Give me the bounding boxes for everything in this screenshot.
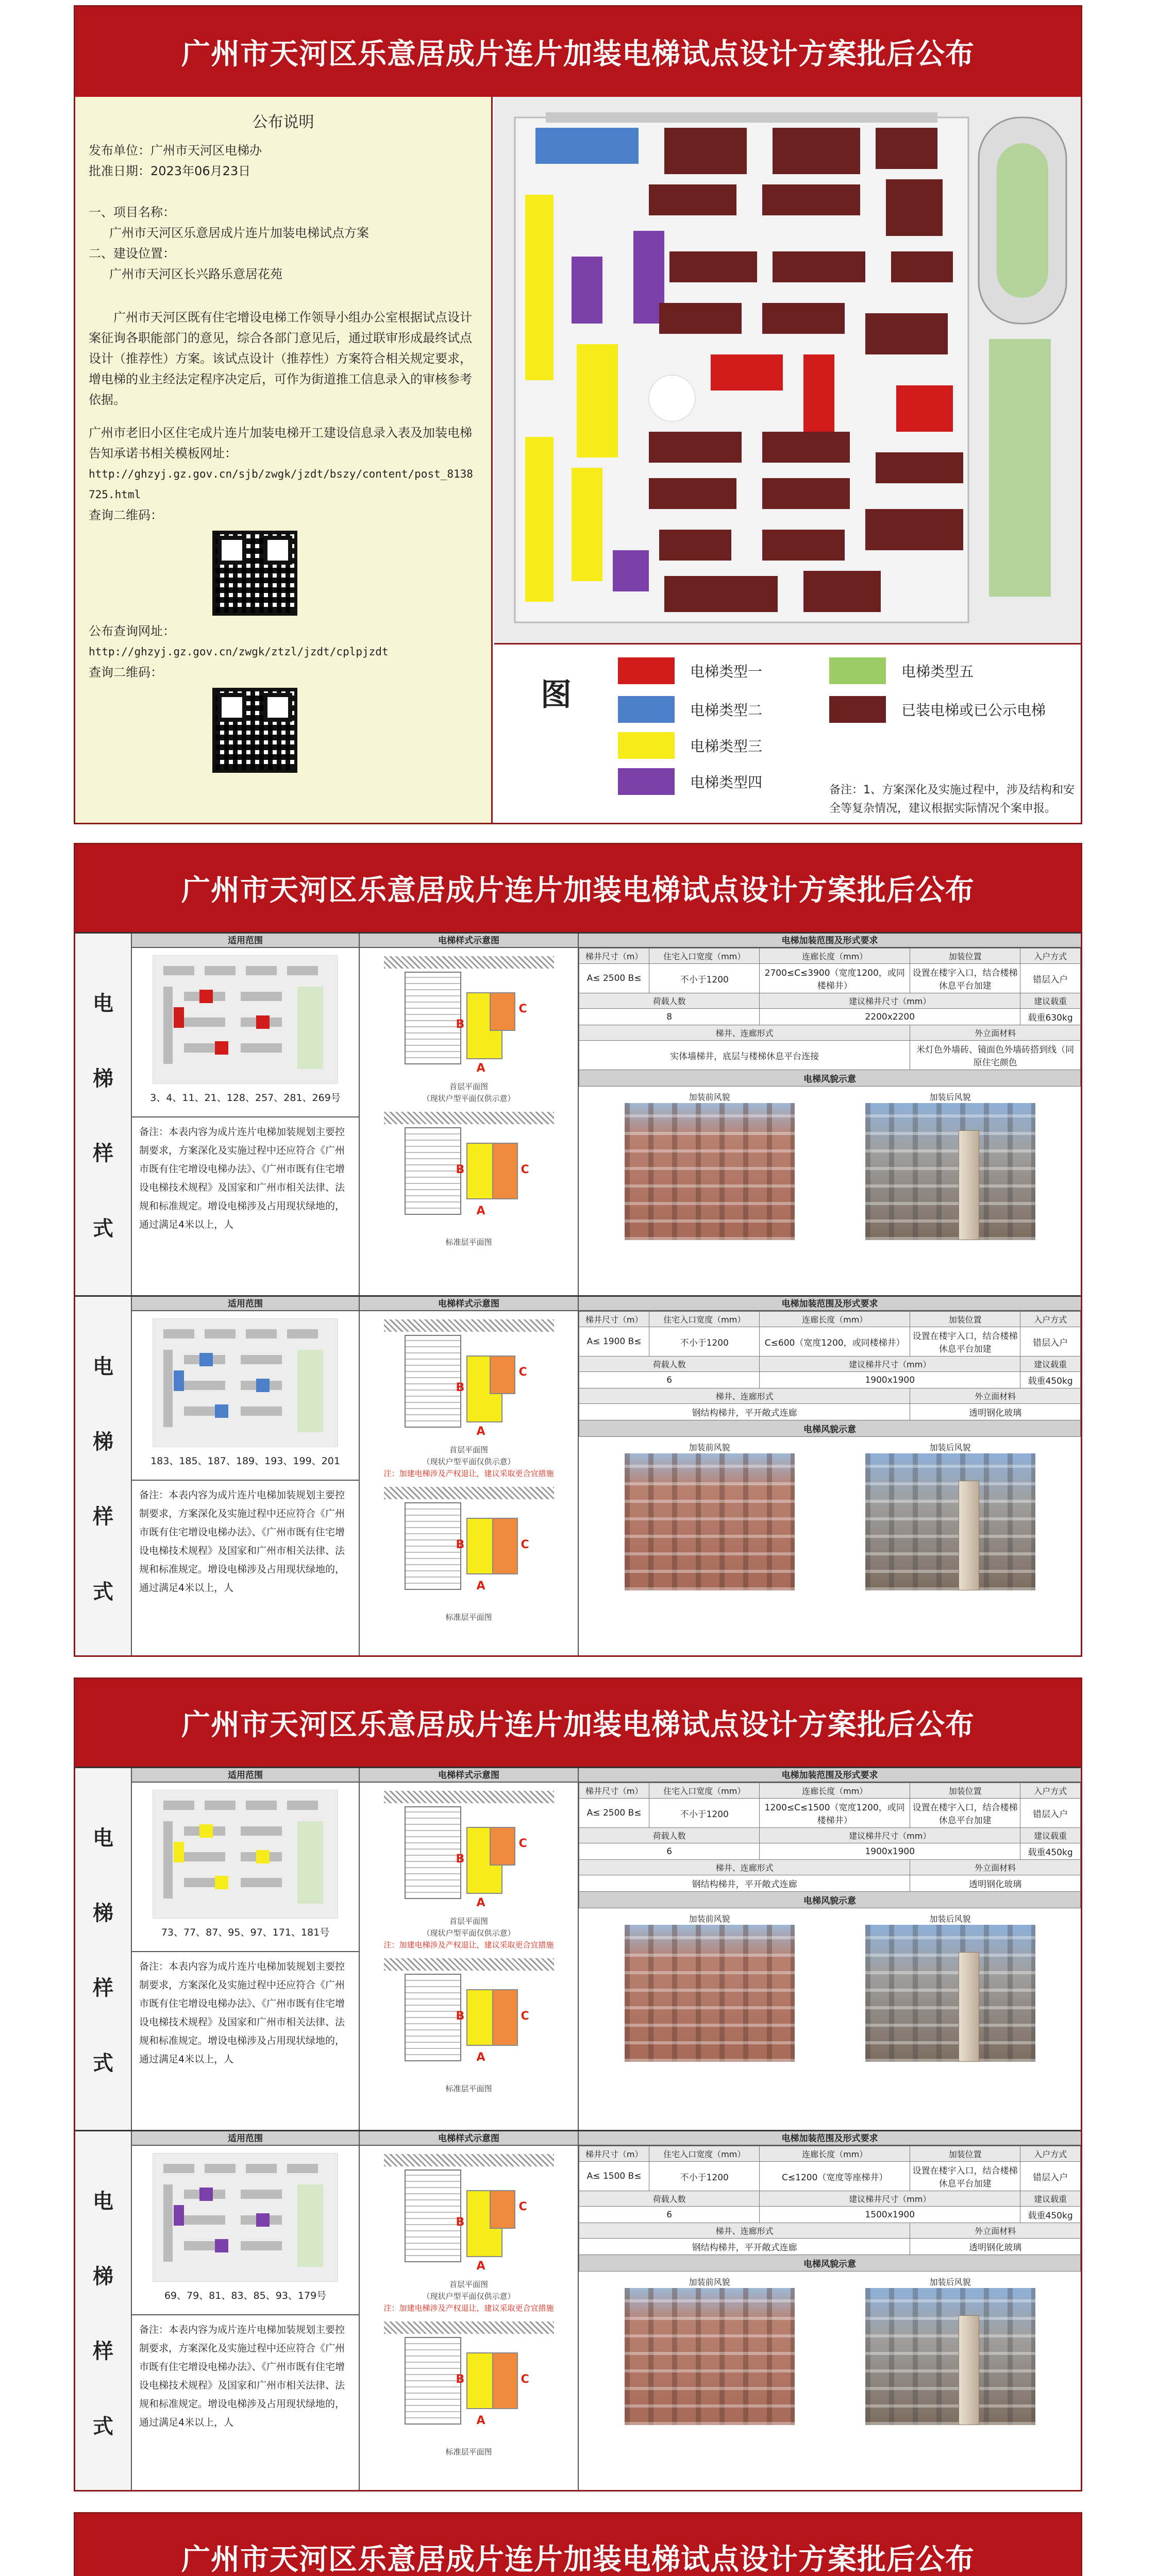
appearance-header: 电梯风貌示意 <box>579 1070 1081 1087</box>
site-plan-map <box>494 97 1081 643</box>
notice-panel <box>75 97 493 823</box>
diagram-header: 电梯样式示意图 <box>360 934 578 948</box>
floor-plan-diagram-2: C A B <box>384 2321 554 2445</box>
qr-label-1: 查询二维码： <box>89 508 163 522</box>
install-position: 设置在楼宇入口，结合楼梯休息平台加建 <box>910 964 1020 993</box>
scope-column <box>132 1768 360 2130</box>
notice-body: 广州市天河区既有住宅增设电梯工作领导小组办公室根据试点设计案征询各职能部门的意见，综合各部门意见后，通过联审形成最终试点设计（推荐性）方案。该试点设计（推荐性）方案符合相关规定要求，增电梯的业主经法定程序决定后，可作为街道推工信息录入的审核参考依据。 <box>89 310 472 407</box>
site-plan-drawing <box>494 97 1081 643</box>
scope-header: 适用范围 <box>132 934 359 948</box>
elevator-shaft-icon <box>959 1130 979 1240</box>
building-numbers: 3、4、11、21、128、257、281、269号 <box>150 1092 341 1104</box>
capacity: 6 <box>579 1843 760 1860</box>
item2-label: 二、建设位置： <box>89 246 175 261</box>
shaft-dimension: 1900x1900 <box>760 1372 1020 1388</box>
scope-column <box>132 2131 360 2492</box>
shaft-dimension: 1900x1900 <box>760 1843 1020 1860</box>
query-label: 公布查询网址： <box>89 624 175 638</box>
elevator-shaft-icon <box>959 1481 979 1590</box>
publisher: 发布单位：广州市天河区电梯办 <box>89 143 262 158</box>
corridor-icon <box>490 2190 515 2229</box>
spec-column <box>579 1768 1081 2130</box>
building-numbers: 73、77、87、95、97、171、181号 <box>161 1927 330 1938</box>
qr-code-icon <box>212 688 297 773</box>
qr-label-2: 查询二维码： <box>89 665 163 680</box>
floor-plan-diagram-1: C A B <box>384 1791 554 1914</box>
appearance-header: 电梯风貌示意 <box>579 1892 1081 1908</box>
diagram-caption-1: 首层平面图 <box>449 1917 488 1926</box>
diagram-header: 电梯样式示意图 <box>360 1297 578 1311</box>
install-position: 设置在楼宇入口，结合楼梯休息平台加建 <box>910 1327 1020 1357</box>
diagram-caption-2: 标准层平面图 <box>445 2447 492 2456</box>
floor-plan-diagram-2: C A B <box>384 1112 554 1235</box>
corridor-length: 2700≤C≤3900（宽度1200，或同楼梯井） <box>760 964 910 993</box>
scope-thumbnail <box>153 2153 338 2282</box>
scope-plan-drawing <box>153 2154 338 2282</box>
vertical-label: 电 梯 样 式 <box>75 2131 132 2492</box>
elevator-block-2 <box>75 1295 1081 1657</box>
diagram-caption-1: 首层平面图 <box>449 2280 488 2289</box>
spec-header: 电梯加装范围及形式要求 <box>579 1768 1081 1783</box>
shaft-form: 钢结构梯井，平开敞式连廊 <box>579 1875 910 1892</box>
corridor-length: 1200≤C≤1500（宽度1200，或同楼梯井） <box>760 1799 910 1828</box>
appearance-photos <box>579 1437 1081 1590</box>
vertical-label: 电 梯 样 式 <box>75 934 132 1295</box>
load: 载重450kg <box>1020 2207 1081 2223</box>
floor-plan-diagram-1: C A B <box>384 2154 554 2278</box>
spec-column <box>579 1297 1081 1657</box>
load: 载重630kg <box>1020 1009 1081 1025</box>
elevator-block-4 <box>75 2130 1081 2492</box>
scope-plan-drawing <box>153 1790 338 1919</box>
photo-after-caption: 加装后风貌 <box>865 1091 1035 1103</box>
corridor-icon <box>492 1989 518 2046</box>
photo-before <box>625 1441 795 1590</box>
corridor-length: C≤1200（宽度等座梯井） <box>760 2162 910 2191</box>
scope-header: 适用范围 <box>132 1768 359 1783</box>
photo-before <box>625 2276 795 2425</box>
building-photo-icon <box>625 2288 795 2425</box>
access-method: 错层入户 <box>1020 1799 1081 1828</box>
photo-after <box>865 1441 1035 1590</box>
shaft-form: 钢结构梯井，平开敞式连廊 <box>579 2239 910 2255</box>
scope-thumbnail <box>153 1790 338 1919</box>
item1-value: 广州市天河区乐意居成片连片加装电梯试点方案 <box>109 226 369 240</box>
legend-item-type4: 电梯类型四 <box>618 768 762 795</box>
floor-plan-diagram-1: C A B <box>384 1319 554 1443</box>
item1-label: 一、项目名称： <box>89 205 175 219</box>
remark-text: 备注：本表内容为成片连片电梯加装规划主要控制要求，方案深化及实施过程中还应符合《广州市既有住宅增设电梯办法》、《广州市既有住宅增设电梯技术规程》及国家和广州市相关法律、法规和标准规定。增设电梯涉及占用现状绿地的，通过满足4米以上，人 <box>132 1480 359 1657</box>
access-method: 错层入户 <box>1020 2162 1081 2191</box>
legend-title: 图 <box>541 677 572 713</box>
legend-item-type2: 电梯类型二 <box>618 696 762 723</box>
diagram-column <box>360 1297 579 1657</box>
photo-before-caption: 加装前风貌 <box>625 1441 795 1453</box>
facade-material: 米灯色外墙砖、镜面色外墙砖搭到线（同原住宅颜色 <box>910 1041 1081 1070</box>
legend-item-type3: 电梯类型三 <box>618 732 762 759</box>
building-photo-icon <box>625 1103 795 1240</box>
shaft-size: A≤ 2500 B≤ <box>579 1799 649 1828</box>
overview-panel <box>74 5 1082 824</box>
query-url[interactable]: http://ghzyj.gz.gov.cn/zwgk/ztzl/jzdt/cplpjzdt <box>89 646 389 658</box>
legend-item-type1: 电梯类型一 <box>618 657 762 684</box>
entry-width: 不小于1200 <box>649 2162 760 2191</box>
photo-before-caption: 加装前风貌 <box>625 1091 795 1103</box>
swatch-icon <box>618 657 675 684</box>
elevator-shaft-icon <box>959 2315 979 2425</box>
photo-before-caption: 加装前风貌 <box>625 1912 795 1924</box>
building-photo-icon <box>865 1925 1035 2062</box>
building-photo-icon <box>865 1453 1035 1590</box>
shaft-dimension: 1500x1900 <box>760 2207 1020 2223</box>
building-photo-icon <box>625 1925 795 2062</box>
photo-after <box>865 1091 1035 1240</box>
shaft-dimension: 2200x2200 <box>760 1009 1020 1025</box>
appearance-photos <box>579 1087 1081 1240</box>
vertical-label: 电 梯 样 式 <box>75 1297 132 1657</box>
access-method: 错层入户 <box>1020 1327 1081 1357</box>
spec-header: 电梯加装范围及形式要求 <box>579 934 1081 948</box>
scope-header: 适用范围 <box>132 1297 359 1311</box>
appearance-header: 电梯风貌示意 <box>579 2255 1081 2272</box>
link-intro: 广州市老旧小区住宅成片连片加装电梯开工建设信息录入表及加装电梯告知承诺书相关模板网址： <box>89 426 472 461</box>
shaft-form: 钢结构梯井，平开敞式连廊 <box>579 1404 910 1420</box>
map-legend <box>494 643 1081 823</box>
swatch-icon <box>829 696 886 723</box>
appearance-photos <box>579 2272 1081 2425</box>
photo-before <box>625 1091 795 1240</box>
legend-note: 备注：1、方案深化及实施过程中，涉及结构和安全等复杂情况，建议根据实际情况个案申报。 <box>829 784 1075 815</box>
approval-date: 批准日期：2023年06月23日 <box>89 164 251 178</box>
diagram-header: 电梯样式示意图 <box>360 2131 578 2146</box>
type-panel-b <box>74 1677 1082 2492</box>
elevator-shaft-icon <box>959 1952 979 2062</box>
facade-material: 透明钢化玻璃 <box>910 1404 1081 1420</box>
diagram-header: 电梯样式示意图 <box>360 1768 578 1783</box>
capacity: 8 <box>579 1009 760 1025</box>
capacity: 6 <box>579 1372 760 1388</box>
page-title: 广州市天河区乐意居成片连片加装电梯试点设计方案批后公布 <box>75 7 1081 97</box>
diagram-caption-2: 标准层平面图 <box>445 1613 492 1622</box>
swatch-icon <box>618 696 675 723</box>
swatch-icon <box>829 657 886 684</box>
entry-width: 不小于1200 <box>649 1799 760 1828</box>
diagram-caption-1-sub: （现状户型平面仅供示意） <box>422 1457 515 1466</box>
install-position: 设置在楼宇入口，结合楼梯休息平台加建 <box>910 2162 1020 2191</box>
corridor-icon <box>490 1827 515 1866</box>
diagram-column <box>360 2131 579 2492</box>
elevator-block-1 <box>75 932 1081 1295</box>
entry-width: 不小于1200 <box>649 964 760 993</box>
page-title: 广州市天河区乐意居成片连片加装电梯试点设计方案批后公布 <box>75 844 1081 932</box>
spec-column <box>579 2131 1081 2492</box>
appearance-photos <box>579 1908 1081 2062</box>
photo-after-caption: 加装后风貌 <box>865 2276 1035 2287</box>
diagram-caption-2: 标准层平面图 <box>445 1238 492 1247</box>
spec-table: 梯井尺寸（m） 住宅入口宽度（mm） 连廊长度（mm） 加装位置 入户方式 A≤ 2500 B≤ 不小于1200 1200≤C≤1500（宽度1200，或同楼梯井） 设置在楼宇入口，结合楼梯休息平台加建 错层入户 荷载人数 建议梯井尺寸（mm） 建议载重 6 1900x1900 载重450kg 梯井、连廊形式 外立面材料 钢结构梯井，平开敞式连廊 透明钢化玻璃 电梯风貌示意 <box>579 1783 1081 1908</box>
load: 载重450kg <box>1020 1843 1081 1860</box>
diagram-caption-1: 首层平面图 <box>449 1082 488 1091</box>
building-numbers: 69、79、81、83、85、93、179号 <box>164 2290 327 2301</box>
shaft-size: A≤ 1500 B≤ <box>579 2162 649 2191</box>
shaft-size: A≤ 1900 B≤ <box>579 1327 649 1357</box>
scope-column <box>132 1297 360 1657</box>
appearance-header: 电梯风貌示意 <box>579 1420 1081 1437</box>
remark-text: 备注：本表内容为成片连片电梯加装规划主要控制要求，方案深化及实施过程中还应符合《广州市既有住宅增设电梯办法》、《广州市既有住宅增设电梯技术规程》及国家和广州市相关法律、法规和标准规定。增设电梯涉及占用现状绿地的，通过满足4米以上，人 <box>132 2314 359 2492</box>
diagram-caption-1-sub: （现状户型平面仅供示意） <box>422 1928 515 1938</box>
spec-header: 电梯加装范围及形式要求 <box>579 1297 1081 1311</box>
spec-header: 电梯加装范围及形式要求 <box>579 2131 1081 2146</box>
access-method: 错层入户 <box>1020 964 1081 993</box>
photo-after-caption: 加装后风貌 <box>865 1441 1035 1453</box>
facade-material: 透明钢化玻璃 <box>910 1875 1081 1892</box>
building-photo-icon <box>865 2288 1035 2425</box>
remark-text: 备注：本表内容为成片连片电梯加装规划主要控制要求，方案深化及实施过程中还应符合《广州市既有住宅增设电梯办法》、《广州市既有住宅增设电梯技术规程》及国家和广州市相关法律、法规和标准规定。增设电梯涉及占用现状绿地的，通过满足4米以上，人 <box>132 1116 359 1295</box>
diagram-red-note: 注：加建电梯涉及产权退让，建议采取更合宜措施 <box>383 1469 554 1478</box>
diagram-caption-2: 标准层平面图 <box>445 2084 492 2093</box>
link-url[interactable]: http://ghzyj.gz.gov.cn/sjb/zwgk/jzdt/bszy/content/post_8138725.html <box>89 468 473 501</box>
building-numbers: 183、185、187、189、193、199、201 <box>150 1455 340 1467</box>
floor-plan-diagram-2: C A B <box>384 1958 554 2082</box>
remark-text: 备注：本表内容为成片连片电梯加装规划主要控制要求，方案深化及实施过程中还应符合《广州市既有住宅增设电梯办法》、《广州市既有住宅增设电梯技术规程》及国家和广州市相关法律、法规和标准规定。增设电梯涉及占用现状绿地的，通过满足4米以上，人 <box>132 1951 359 2130</box>
spec-table: 梯井尺寸（m） 住宅入口宽度（mm） 连廊长度（mm） 加装位置 入户方式 A≤ 1500 B≤ 不小于1200 C≤1200（宽度等座梯井） 设置在楼宇入口，结合楼梯休息平台加建 错层入户 荷载人数 建议梯井尺寸（mm） 建议载重 6 1500x1900 载重450kg 梯井、连廊形式 外立面材料 钢结构梯井，平开敞式连廊 透明钢化玻璃 电梯风貌示意 <box>579 2146 1081 2272</box>
legend-item-existing: 已装电梯或已公示电梯 <box>829 696 1046 723</box>
diagram-column <box>360 1768 579 2130</box>
page-title: 广州市天河区乐意居成片连片加装电梯试点设计方案批后公布 <box>75 2514 1081 2576</box>
photo-after <box>865 2276 1035 2425</box>
load: 载重450kg <box>1020 1372 1081 1388</box>
diagram-red-note: 注：加建电梯涉及产权退让，建议采取更合宜措施 <box>383 2303 554 2313</box>
spec-table: 梯井尺寸（m） 住宅入口宽度（mm） 连廊长度（mm） 加装位置 入户方式 A≤ 2500 B≤ 不小于1200 2700≤C≤3900（宽度1200，或同楼梯井） 设置在楼宇入口，结合楼梯休息平台加建 错层入户 荷载人数 建议梯井尺寸（mm） 建议载重 8 2200x2200 载重630kg 梯井、连廊形式 外立面材料 实体墙梯井，底层与楼梯休息平台连接 米灯色外墙砖、镜面色外墙砖搭到线（同原住宅颜色 电梯风貌示意 <box>579 948 1081 1087</box>
diagram-caption-1-sub: （现状户型平面仅供示意） <box>422 1094 515 1103</box>
corridor-length: C≤600（宽度1200，或同楼梯井） <box>760 1327 910 1357</box>
spec-table: 梯井尺寸（m） 住宅入口宽度（mm） 连廊长度（mm） 加装位置 入户方式 A≤ 1900 B≤ 不小于1200 C≤600（宽度1200，或同楼梯井） 设置在楼宇入口，结合楼梯休息平台加建 错层入户 荷载人数 建议梯井尺寸（mm） 建议载重 6 1900x1900 载重450kg 梯井、连廊形式 外立面材料 钢结构梯井，平开敞式连廊 透明钢化玻璃 电梯风貌示意 <box>579 1311 1081 1437</box>
corridor-icon <box>490 992 515 1031</box>
scope-plan-drawing <box>153 956 338 1084</box>
scope-thumbnail <box>153 955 338 1084</box>
type-panel-a <box>74 843 1082 1657</box>
scope-column <box>132 934 360 1295</box>
photo-after <box>865 1912 1035 2062</box>
qr-code-icon <box>212 531 297 616</box>
type-panel-c <box>74 2512 1082 2576</box>
item2-value: 广州市天河区长兴路乐意居花苑 <box>109 267 282 281</box>
swatch-icon <box>618 768 675 795</box>
corridor-icon <box>492 2352 518 2409</box>
photo-before <box>625 1912 795 2062</box>
corridor-icon <box>492 1143 518 1199</box>
spec-column <box>579 934 1081 1295</box>
page-title: 广州市天河区乐意居成片连片加装电梯试点设计方案批后公布 <box>75 1679 1081 1767</box>
swatch-icon <box>618 732 675 759</box>
floor-plan-diagram-2: C A B <box>384 1487 554 1611</box>
photo-before-caption: 加装前风貌 <box>625 2276 795 2287</box>
diagram-red-note: 注：加建电梯涉及产权退让，建议采取更合宜措施 <box>383 1940 554 1950</box>
scope-plan-drawing <box>153 1319 338 1447</box>
photo-after-caption: 加装后风貌 <box>865 1912 1035 1924</box>
corridor-icon <box>490 1355 515 1394</box>
scope-thumbnail <box>153 1318 338 1447</box>
diagram-caption-1-sub: （现状户型平面仅供示意） <box>422 2292 515 2301</box>
vertical-label: 电 梯 样 式 <box>75 1768 132 2130</box>
facade-material: 透明钢化玻璃 <box>910 2239 1081 2255</box>
entry-width: 不小于1200 <box>649 1327 760 1357</box>
legend-item-type5: 电梯类型五 <box>829 657 974 684</box>
corridor-icon <box>492 1518 518 1574</box>
install-position: 设置在楼宇入口，结合楼梯休息平台加建 <box>910 1799 1020 1828</box>
elevator-block-3 <box>75 1767 1081 2130</box>
shaft-size: A≤ 2500 B≤ <box>579 964 649 993</box>
floor-plan-diagram-1: C A B <box>384 956 554 1080</box>
building-photo-icon <box>865 1103 1035 1240</box>
building-photo-icon <box>625 1453 795 1590</box>
shaft-form: 实体墙梯井，底层与楼梯休息平台连接 <box>579 1041 910 1070</box>
diagram-column <box>360 934 579 1295</box>
notice-heading: 公布说明 <box>252 113 314 131</box>
scope-header: 适用范围 <box>132 2131 359 2146</box>
diagram-caption-1: 首层平面图 <box>449 1445 488 1454</box>
capacity: 6 <box>579 2207 760 2223</box>
